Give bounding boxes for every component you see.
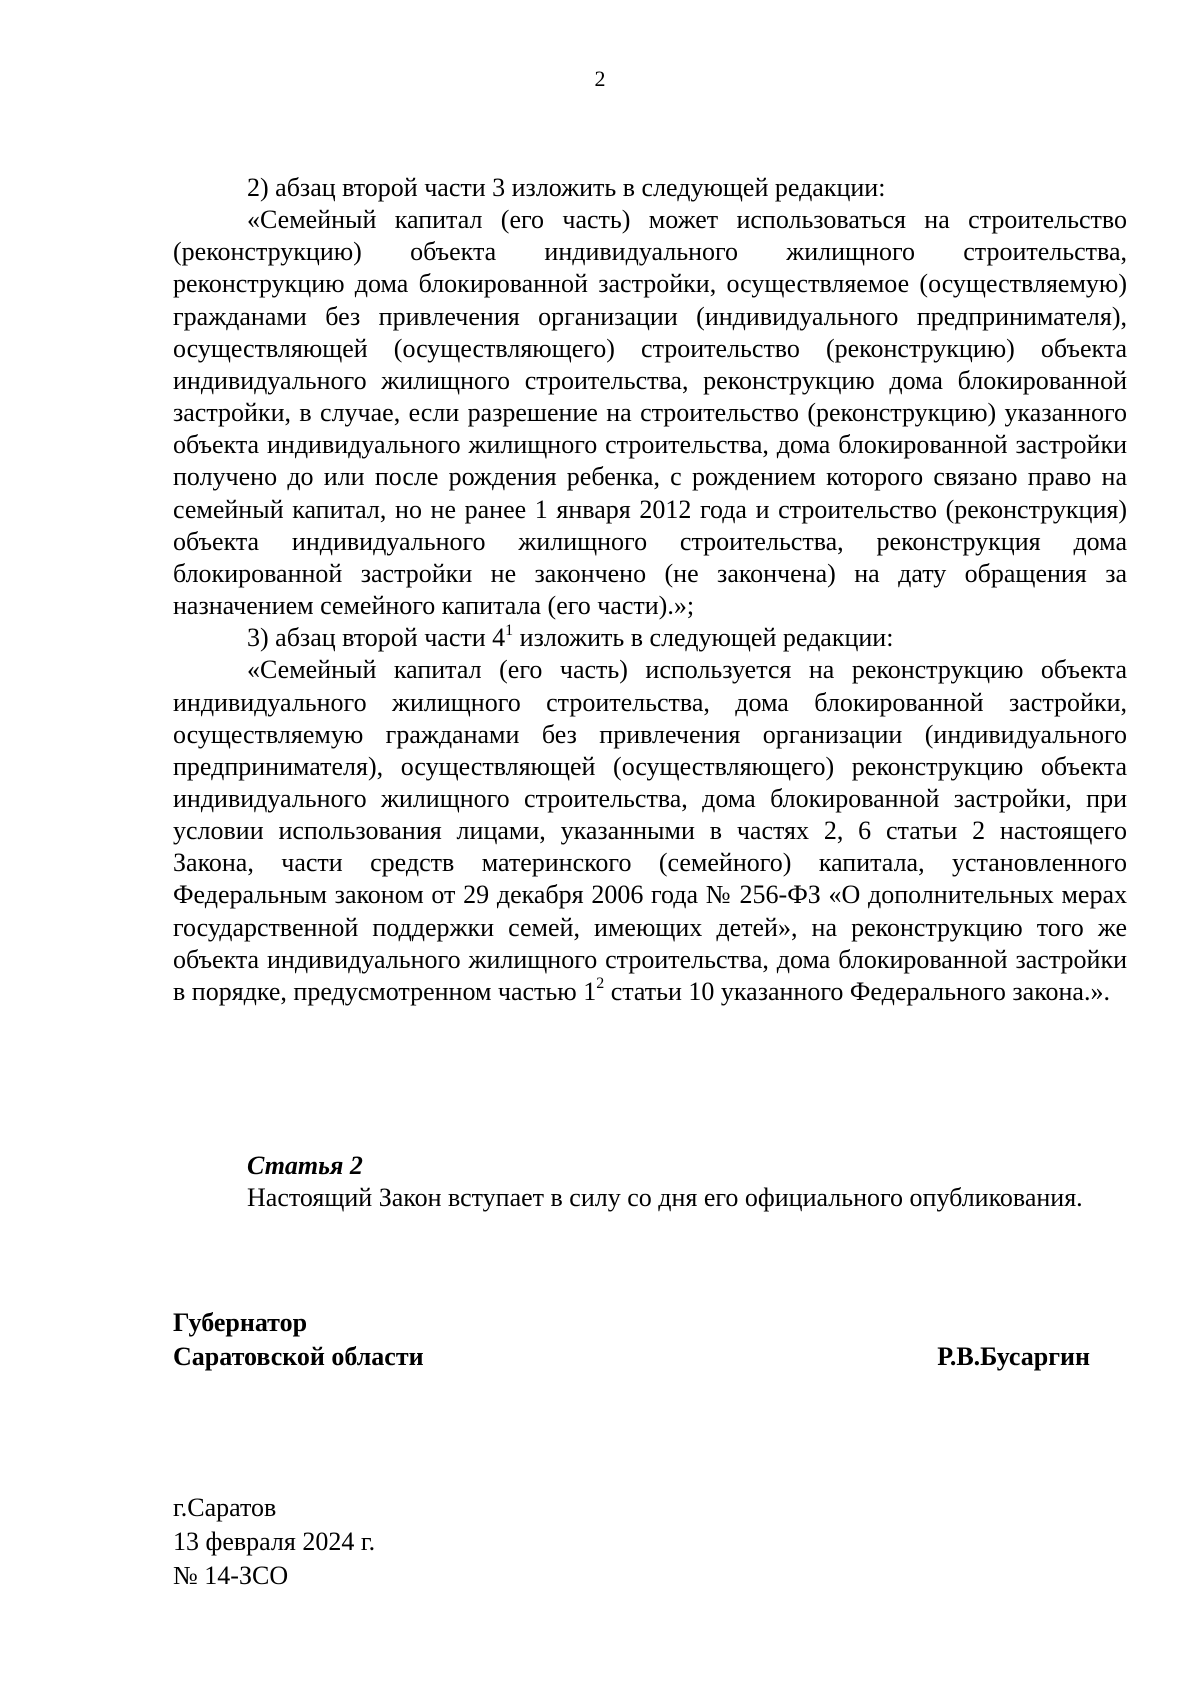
item3-intro-before: 3) абзац второй части 4	[247, 623, 506, 653]
document-date: 13 февраля 2024 г.	[173, 1527, 376, 1556]
signatory-title-line1: Губернатор	[173, 1308, 308, 1337]
article-2-text: Настоящий Закон вступает в силу со дня его официального опубликования.	[247, 1183, 1083, 1213]
signature-block	[173, 1306, 1090, 1374]
document-city: г.Саратов	[173, 1493, 277, 1522]
item3-text-superscript: 2	[596, 975, 605, 993]
item3-text	[173, 654, 1127, 1008]
item3-text-before: «Семейный капитал (его часть) используется на реконструкцию объекта индивидуального жилищного строительства, дома блокированной застройки, осуществляемую гражданами без привлечения организации (индивидуального предпринимателя), осуществляющей (осуществляющего) реконструкцию объекта индивидуального жилищного строительства, дома блокированной застройки, при условии использования лицами, указанными в частях 2, 6 статьи 2 настоящего Закона, части средств материнского (семейного) капитала, установленного Федеральным законом от 29 декабря 2006 года № 256-ФЗ «О дополнительных мерах государственной поддержки семей, имеющих детей», на реконструкцию того же объекта индивидуального жилищного строительства, дома блокированной застройки в порядке, предусмотренном частью 1	[173, 655, 1127, 1006]
item3-intro-after: изложить в следующей редакции:	[513, 623, 894, 653]
document-footer	[173, 1491, 375, 1593]
item2-intro: 2) абзац второй части 3 изложить в следующей редакции:	[247, 173, 886, 202]
amendments-section	[173, 172, 1127, 1008]
item3-intro-superscript: 1	[505, 621, 514, 639]
page-number: 2	[594, 66, 606, 91]
signatory-title-line2: Саратовской области	[173, 1342, 424, 1371]
item3-intro	[173, 622, 1127, 654]
item2-text: «Семейный капитал (его часть) может использоваться на строительство (реконструкцию) объекта индивидуального жилищного строительства, реконструкцию дома блокированной застройки, осуществляемое (осуществляемую) гражданами без привлечения организации (индивидуального предпринимателя), осуществляющей (осуществляющего) строительство (реконструкцию) объекта индивидуального жилищного строительства, реконструкцию дома блокированной застройки, в случае, если разрешение на строительство (реконструкцию) указанного объекта индивидуального жилищного строительства, дома блокированной застройки получено до или после рождения ребенка, с рождением которого связано право на семейный капитал, но не ранее 1 января 2012 года и строительство (реконструкция) объекта индивидуального жилищного строительства, реконструкция дома блокированной застройки не закончено (не закончена) на дату обращения за назначением семейного капитала (его части).»;	[173, 205, 1127, 621]
document-number: № 14-ЗСО	[173, 1561, 289, 1590]
article-2-heading: Статья 2	[247, 1151, 363, 1180]
signatory-name: Р.В.Бусаргин	[937, 1342, 1090, 1371]
article-2-section	[173, 1150, 1127, 1214]
item3-text-after: статьи 10 указанного Федерального закона.».	[604, 976, 1110, 1006]
